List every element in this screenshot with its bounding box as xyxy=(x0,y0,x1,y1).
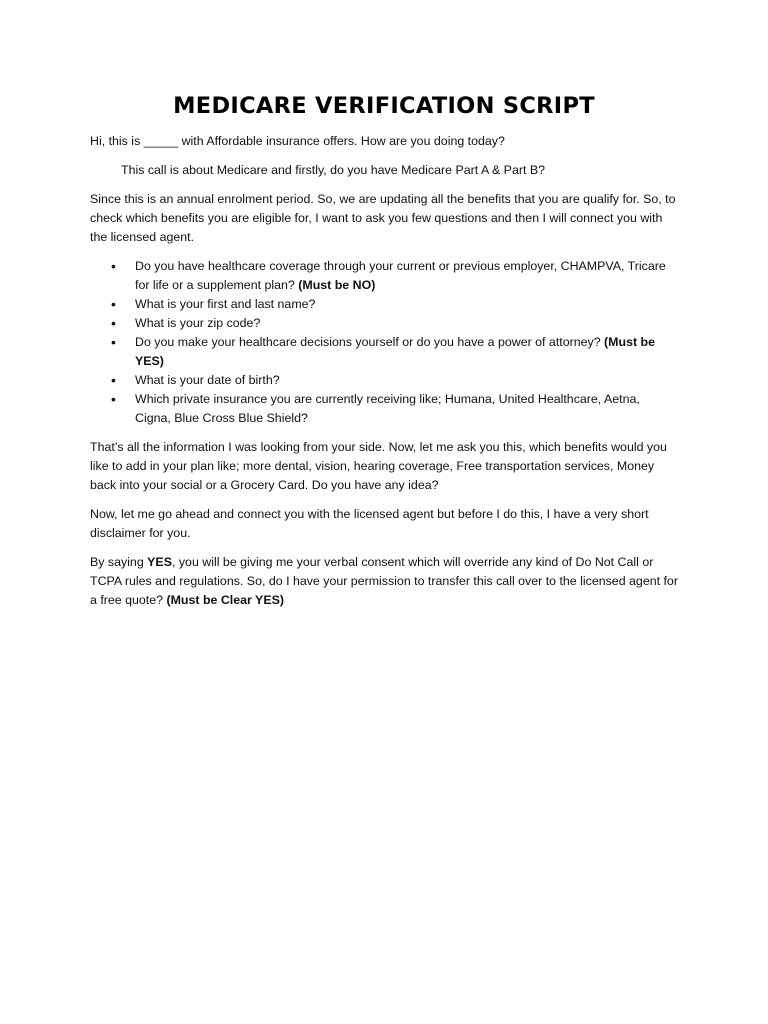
consent-paragraph xyxy=(90,553,678,610)
document-title: MEDICARE VERIFICATION SCRIPT xyxy=(173,93,595,119)
benefits-paragraph: That’s all the information I was looking from your side. Now, let me ask you this, which benefits would you like to add in your plan like; more dental, vision, hearing coverage, Free transportation services, Money back into your social or a Grocery Card. Do you have any idea? xyxy=(90,440,667,492)
consent-body: , you will be giving me your verbal consent which will override any kind of Do Not Call or TCPA rules and regulations. So, do I have your permission to transfer this call over to the licensed agent for a free quote? xyxy=(90,555,678,607)
question-item xyxy=(90,257,678,295)
question-text: What is your first and last name? xyxy=(135,297,316,311)
question-item xyxy=(90,333,678,371)
question-text: What is your zip code? xyxy=(135,316,261,330)
bullet-icon: • xyxy=(111,315,116,331)
question-item xyxy=(90,314,678,333)
greeting-paragraph: Hi, this is _____ with Affordable insurance offers. How are you doing today? xyxy=(90,134,505,148)
question-list xyxy=(90,257,678,428)
bullet-icon: • xyxy=(111,372,116,388)
document-body xyxy=(90,90,678,620)
question-item xyxy=(90,295,678,314)
question-text: Do you make your healthcare decisions yourself or do you have a power of attorney? xyxy=(135,335,605,349)
question-requirement: (Must be NO) xyxy=(298,278,376,292)
consent-keyword: YES xyxy=(147,555,172,569)
connect-paragraph: Now, let me go ahead and connect you with the licensed agent but before I do this, I have a very short disclaimer for you. xyxy=(90,507,649,540)
question-text: Which private insurance you are currently receiving like; Humana, United Healthcare, Aetna, Cigna, Blue Cross Blue Shield? xyxy=(135,392,640,425)
bullet-icon: • xyxy=(111,296,116,312)
question-text: What is your date of birth? xyxy=(135,373,280,387)
enrolment-paragraph: Since this is an annual enrolment period. So, we are updating all the benefits that you are qualify for. So, to check which benefits you are eligible for, I want to ask you few questions and then I will connect you with the licensed agent. xyxy=(90,192,676,244)
question-requirement: (Must be YES) xyxy=(135,335,655,368)
consent-requirement: (Must be Clear YES) xyxy=(166,593,284,607)
bullet-icon: • xyxy=(111,334,116,350)
question-item xyxy=(90,371,678,390)
question-item xyxy=(90,390,678,428)
question-text: Do you have healthcare coverage through your current or previous employer, CHAMPVA, Tricare for life or a supplement plan? xyxy=(135,259,666,292)
consent-lead: By saying xyxy=(90,555,148,569)
intro-paragraph: This call is about Medicare and firstly, do you have Medicare Part A & Part B? xyxy=(121,163,546,177)
bullet-icon: • xyxy=(111,391,116,407)
bullet-icon: • xyxy=(111,258,116,274)
